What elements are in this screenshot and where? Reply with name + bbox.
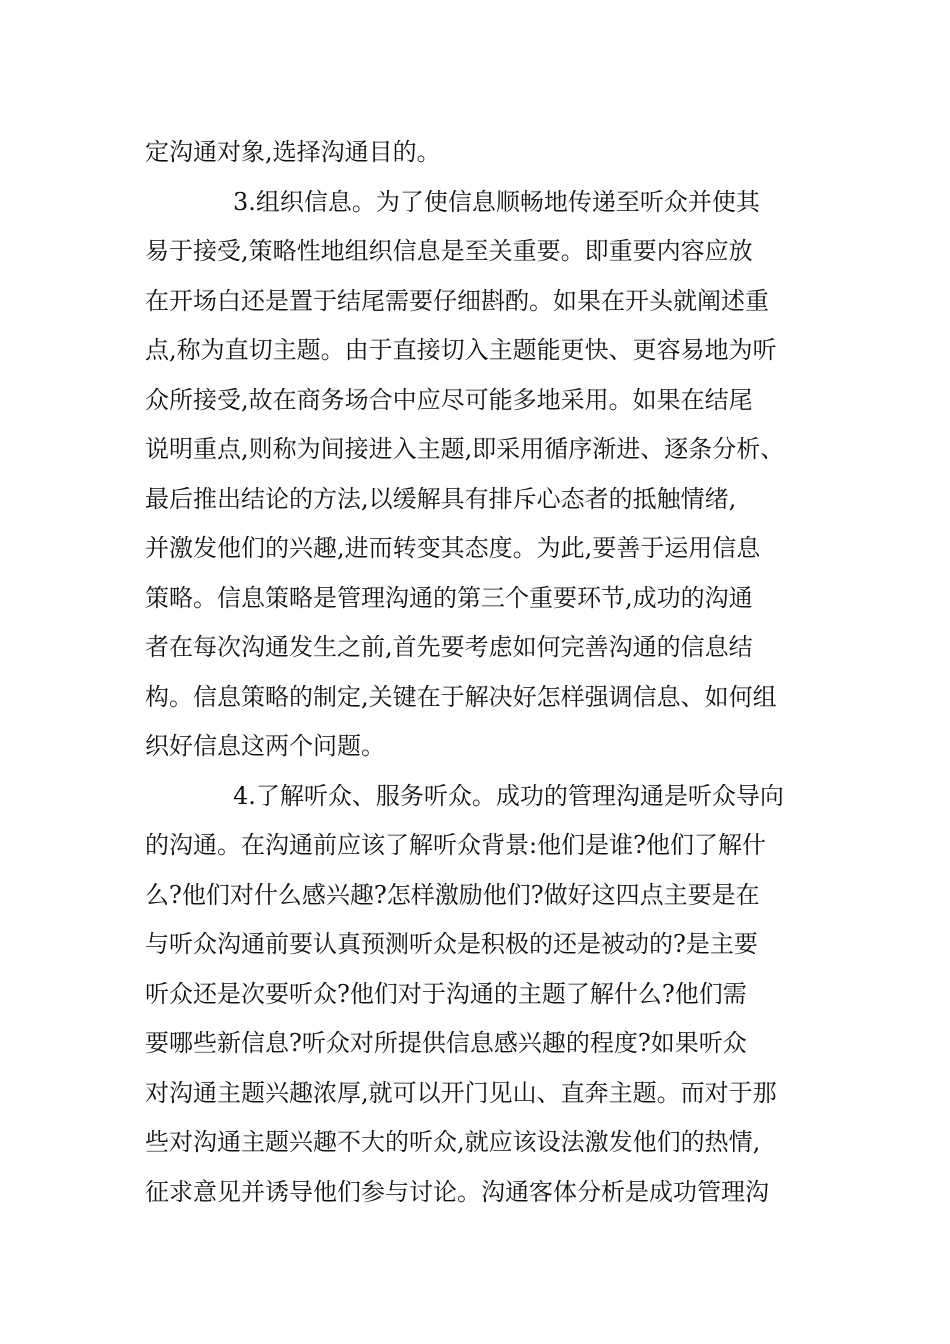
text-line: 策略。信息策略是管理沟通的第三个重要环节,成功的沟通 [145, 583, 753, 612]
text-line: 要哪些新信息?听众对所提供信息感兴趣的程度?如果听众 [145, 1029, 747, 1057]
text-line: 么?他们对什么感兴趣?怎样激励他们?做好这四点主要是在 [145, 880, 760, 909]
text-line: 点,称为直切主题。由于直接切入主题能更快、更容易地为听 [145, 336, 777, 364]
text-line: 说明重点,则称为间接进入主题,即采用循序渐进、逐条分析、 [145, 435, 785, 463]
text-line: 与听众沟通前要认真预测听众是积极的还是被动的?是主要 [145, 930, 758, 958]
text-line: 征求意见并诱导他们参与讨论。沟通客体分析是成功管理沟 [145, 1177, 769, 1206]
text-line: 对沟通主题兴趣浓厚,就可以开门见山、直奔主题。而对于那 [145, 1078, 777, 1107]
text-line: 些对沟通主题兴趣不大的听众,就应该设法激发他们的热情, [145, 1128, 761, 1156]
text-line: 并激发他们的兴趣,进而转变其态度。为此,要善于运用信息 [145, 534, 761, 562]
text-line: 者在每次沟通发生之前,首先要考虑如何完善沟通的信息结 [145, 633, 753, 661]
section-4-heading-line: 4.了解听众、服务听众。成功的管理沟通是听众导向 [233, 781, 784, 810]
text-line: 最后推出结论的方法,以缓解具有排斥心态者的抵触情绪, [145, 484, 737, 513]
text-line: 定沟通对象,选择沟通目的。 [145, 138, 441, 166]
text-line: 众所接受,故在商务场合中应尽可能多地采用。如果在结尾 [145, 385, 753, 414]
section-3-heading-line: 3.组织信息。为了使信息顺畅地传递至听众并使其 [233, 187, 760, 216]
text-line: 织好信息这两个问题。 [145, 732, 385, 760]
text-line: 易于接受,策略性地组织信息是至关重要。即重要内容应放 [145, 237, 753, 265]
text-line: 的沟通。在沟通前应该了解听众背景:他们是谁?他们了解什 [145, 831, 766, 859]
text-line: 听众还是次要听众?他们对于沟通的主题了解什么?他们需 [145, 979, 747, 1008]
body-text [145, 128, 825, 1217]
text-line: 在开场白还是置于结尾需要仔细斟酌。如果在开头就阐述重 [145, 286, 769, 315]
text-line: 构。信息策略的制定,关键在于解决好怎样强调信息、如何组 [145, 682, 777, 711]
